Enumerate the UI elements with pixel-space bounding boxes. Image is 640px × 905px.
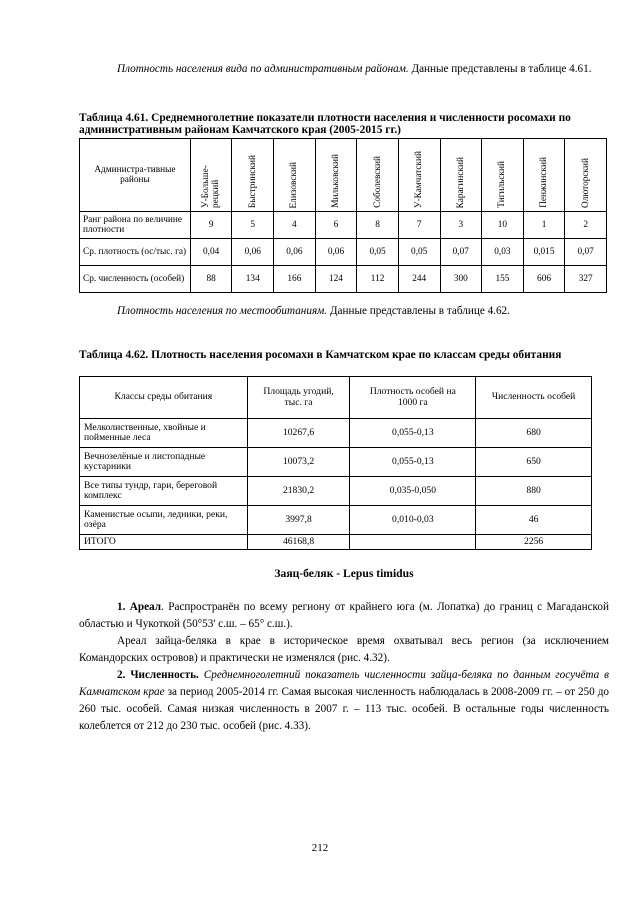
table1-header-row: [80, 139, 607, 212]
table2-count: 46: [476, 506, 592, 535]
table2-row: [80, 477, 592, 506]
table2-area: 10073,2: [247, 448, 350, 477]
table2-density: 0,055-0,13: [350, 419, 476, 448]
habitat-paragraph: [79, 303, 609, 320]
page-number: 212: [311, 842, 329, 854]
table-4-62: [79, 376, 592, 550]
table1-district: Мильковский: [315, 139, 357, 212]
table2-class: Все типы тундр, гари, береговой комплекс: [80, 477, 248, 506]
table1-row-density: [80, 239, 607, 266]
table2-area: 21830,2: [247, 477, 350, 506]
abundance-text: за период 2005-2014 гг. Самая высокая численность наблюдалась в 2008-2009 гг. – от 250 до 260 тыс. особей. Самая низкая численность в 2007 г. – 113 тыс. особей. В остальные годы численность колеблется от 212 до 230 тыс. особей (рис. 4.33).: [79, 686, 609, 732]
range-text: . Распространён по всему региону от крайнего юга (м. Лопатка) до границ с Магаданской областью и Чукоткой (50°53' с.ш. – 65° с.ш.).: [79, 601, 609, 630]
table2-count: 650: [476, 448, 592, 477]
table2-header: Численность особей: [476, 377, 592, 419]
table1-row-label: Ср. плотность (ос/тыс. га): [80, 239, 191, 266]
table1-cell: 9: [190, 212, 232, 239]
table2-area: 3997,8: [247, 506, 350, 535]
range-heading: 1. Ареал: [117, 601, 162, 613]
table2-caption: Таблица 4.62. Плотность населения росомахи в Камчатском крае по классам среды обитания: [79, 349, 562, 361]
table1-cell: 166: [274, 266, 316, 293]
intro-italic: Плотность населения вида по административным районам.: [117, 63, 409, 75]
table1-cell: 6: [315, 212, 357, 239]
abundance-paragraph: [79, 667, 609, 735]
table2-class: Мелколиственные, хвойные и пойменные леса: [80, 419, 248, 448]
table2-header: Площадь угодий, тыс. га: [247, 377, 350, 419]
historic-range-paragraph: Ареал зайца-беляка в крае в историческое время охватывал весь регион (за исключением Командорских островов) и практически не изменялся (рис. 4.32).: [79, 635, 609, 664]
table2-header-row: [80, 377, 592, 419]
table1-row-label: Ср. численность (особей): [80, 266, 191, 293]
table1-cell: 0,06: [315, 239, 357, 266]
table1-cell: 124: [315, 266, 357, 293]
table1-cell: 4: [274, 212, 316, 239]
table1-cell: 0,015: [523, 239, 565, 266]
table2-density: 0,035-0,050: [350, 477, 476, 506]
table1-cell: 0,07: [440, 239, 482, 266]
table2-class: Каменистые осыпи, ледники, реки, озёра: [80, 506, 248, 535]
habitat-italic: Плотность населения по местообитаниям.: [117, 305, 328, 317]
abundance-heading: 2. Численность.: [117, 669, 199, 681]
table1-row-rank: [80, 212, 607, 239]
table1-cell: 10: [482, 212, 524, 239]
table1-district: Тигильский: [482, 139, 524, 212]
table2-total-count: 2256: [476, 535, 592, 550]
table1-cell: 3: [440, 212, 482, 239]
table1-district: Соболевский: [357, 139, 399, 212]
table1-cell: 155: [482, 266, 524, 293]
range-paragraph: [79, 599, 609, 633]
table1-cell: 0,04: [190, 239, 232, 266]
table1-district: Пенжинский: [523, 139, 565, 212]
table1-row-count: [80, 266, 607, 293]
table2-row: [80, 506, 592, 535]
table2-area: 10267,6: [247, 419, 350, 448]
table1-cell: 0,05: [398, 239, 440, 266]
table1-cell: 300: [440, 266, 482, 293]
table1-district: Елизовский: [274, 139, 316, 212]
table1-cell: 327: [565, 266, 607, 293]
table2-class: Вечнозелёные и листопадные кустарники: [80, 448, 248, 477]
table1-cell: 7: [398, 212, 440, 239]
table1-cell: 112: [357, 266, 399, 293]
table2-count: 880: [476, 477, 592, 506]
table1-caption: Таблица 4.61. Среднемноголетние показатели плотности населения и численности росомахи по административным районам Камчатского края (2005-2015 гг.): [79, 112, 571, 136]
table2-header: Плотность особей на 1000 га: [350, 377, 476, 419]
table1-cell: 88: [190, 266, 232, 293]
table1-cell: 0,06: [232, 239, 274, 266]
table2-total-label: ИТОГО: [80, 535, 248, 550]
table1-row-label: Ранг района по величине плотности: [80, 212, 191, 239]
table2-row: [80, 419, 592, 448]
table1-cell: 606: [523, 266, 565, 293]
table1-cell: 0,03: [482, 239, 524, 266]
table1-cell: 5: [232, 212, 274, 239]
table1-cell: 134: [232, 266, 274, 293]
abundance-italic: Среднемноголетний показатель численности зайца-беляка по данным госучёта в Камчатском крае: [79, 669, 609, 698]
table1-cell: 0,06: [274, 239, 316, 266]
table2-header: Классы среды обитания: [80, 377, 248, 419]
table1-district: Быстринский: [232, 139, 274, 212]
table1-header-label: Администра-тивные районы: [80, 139, 191, 212]
table2-total-row: [80, 535, 592, 550]
table2-row: [80, 448, 592, 477]
table2-total-area: 46168,8: [247, 535, 350, 550]
table1-district: Карагинский: [440, 139, 482, 212]
table1-district: Олюторский: [565, 139, 607, 212]
table2-density: 0,055-0,13: [350, 448, 476, 477]
intro-text: Данные представлены в таблице 4.61.: [408, 63, 592, 75]
section-title: Заяц-беляк - Lepus timidus: [274, 567, 414, 580]
table1-cell: 244: [398, 266, 440, 293]
habitat-text: Данные представлены в таблице 4.62.: [327, 305, 510, 317]
table1-cell: 0,07: [565, 239, 607, 266]
table1-cell: 8: [357, 212, 399, 239]
table2-density: 0,010-0,03: [350, 506, 476, 535]
table1-district: У-Больше-рецкий: [190, 139, 232, 212]
table1-cell: 2: [565, 212, 607, 239]
table2-total-density: [350, 535, 476, 550]
table2-count: 680: [476, 419, 592, 448]
table1-cell: 1: [523, 212, 565, 239]
table1-district: У-Камчатский: [398, 139, 440, 212]
table1-cell: 0,05: [357, 239, 399, 266]
intro-paragraph: [79, 61, 609, 78]
table-4-61: [79, 138, 607, 293]
